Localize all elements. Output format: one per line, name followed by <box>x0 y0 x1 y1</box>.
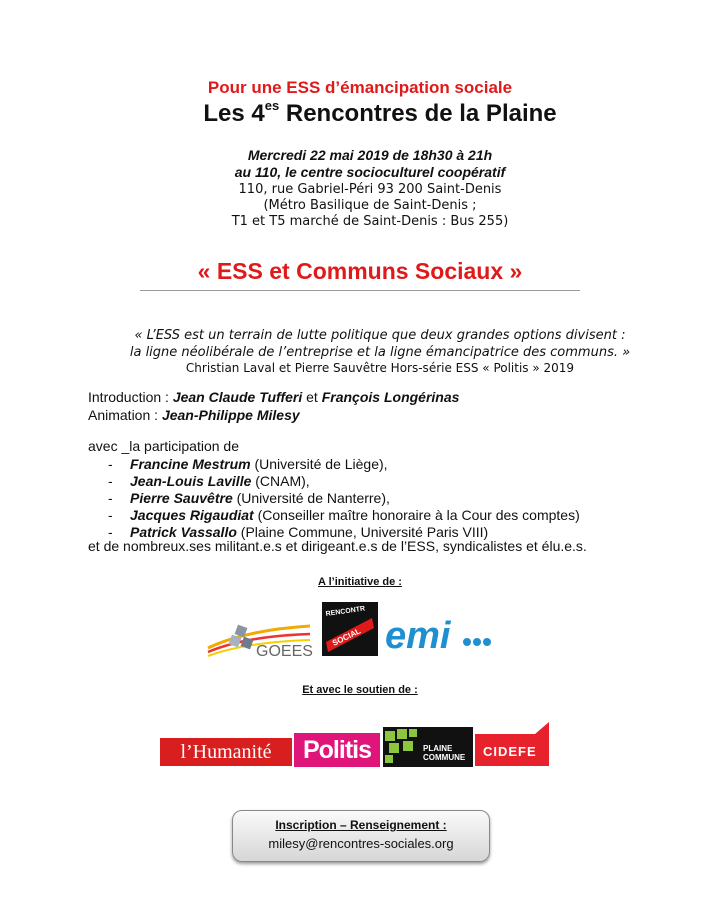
page-title <box>60 100 700 128</box>
event-address-line: T1 et T5 marché de Saint-Denis : Bus 255) <box>231 214 509 229</box>
title-superscript: es <box>264 98 280 113</box>
participant-affiliation: (CNAM), <box>251 473 310 489</box>
cidefe-logo <box>475 720 561 766</box>
plaine-commune-logo <box>383 727 473 767</box>
list-item <box>108 473 310 489</box>
cidefe-logo-text: CIDEFE <box>483 744 537 759</box>
event-address-line: (Métro Basilique de Saint-Denis ; <box>263 198 477 213</box>
commune-logo-text: COMMUNE <box>423 753 466 762</box>
participant-affiliation: (Conseiller maître honoraire à la Cour des comptes) <box>253 507 580 523</box>
contact-email[interactable]: milesy@rencontres-sociales.org <box>268 836 454 851</box>
participant-affiliation: (Université de Nanterre), <box>232 490 390 506</box>
list-item <box>108 507 580 523</box>
participation-intro: avec _la participation de <box>88 438 239 454</box>
quote-line: la ligne néolibérale de l’entreprise et la ligne émancipatrice des communs. » <box>129 345 631 360</box>
list-dash: - <box>108 490 113 506</box>
quote-line: « L’ESS est un terrain de lutte politique que deux grandes options divisent : <box>134 328 626 343</box>
participant-name: Jacques Rigaudiat <box>130 507 254 523</box>
participant-name: Pierre Sauvêtre <box>130 490 233 506</box>
list-dash: - <box>108 524 113 540</box>
tagline: Pour une ESS d’émancipation sociale <box>207 78 513 97</box>
contact-heading: Inscription – Renseignement : <box>275 818 447 832</box>
event-address-line: 110, rue Gabriel-Péri 93 200 Saint-Denis <box>238 182 502 197</box>
participant-name: Jean-Louis Laville <box>130 473 252 489</box>
participant-affiliation: (Plaine Commune, Université Paris VIII) <box>236 524 489 540</box>
goees-logo <box>206 612 316 662</box>
initiative-heading: A l’initiative de : <box>318 576 402 588</box>
goees-logo-text: GOEES <box>256 643 313 660</box>
event-venue: au 110, le centre socioculturel coopératif <box>234 164 506 180</box>
speaker-name: François Longérinas <box>321 389 460 405</box>
participant-affiliation: (Université de Liège), <box>250 456 388 472</box>
introduction-label: Introduction : <box>88 389 173 405</box>
emi-logo <box>385 612 495 656</box>
plaine-logo-text: PLAINE <box>423 744 453 753</box>
title-prefix: Les 4 <box>203 100 265 127</box>
divider <box>140 290 580 291</box>
list-dash: - <box>108 507 113 523</box>
rencontre-logo-text: RENCONTR <box>325 605 366 618</box>
support-heading: Et avec le soutien de : <box>302 684 418 696</box>
participant-name: Francine Mestrum <box>130 456 251 472</box>
list-item <box>108 456 388 472</box>
list-dash: - <box>108 456 113 472</box>
rencontre-sociale-logo <box>322 602 378 656</box>
list-dash: - <box>108 473 113 489</box>
introduction-line <box>88 389 459 405</box>
speaker-name: Jean-Philippe Milesy <box>161 407 300 423</box>
speaker-name: Jean Claude Tufferi <box>172 389 303 405</box>
animation-label: Animation : <box>88 407 162 423</box>
title-suffix: Rencontres de la Plaine <box>279 100 557 127</box>
humanite-logo: l’Humanité <box>160 738 292 766</box>
event-date: Mercredi 22 mai 2019 de 18h30 à 21h <box>247 147 493 163</box>
participant-name: Patrick Vassallo <box>130 524 237 540</box>
emi-logo-text: emi <box>385 615 451 656</box>
quote-source: Christian Laval et Pierre Sauvêtre Hors-série ESS « Politis » 2019 <box>185 361 575 375</box>
politis-logo: Politis <box>294 733 380 767</box>
theme-title: « ESS et Communs Sociaux » <box>197 258 523 284</box>
conjunction: et <box>302 389 322 405</box>
sociale-logo-text: SOCIAL <box>330 626 363 648</box>
list-item <box>108 490 390 506</box>
closing-line: et de nombreux.ses militant.e.s et dirigeant.e.s de l’ESS, syndicalistes et élu.e.s. <box>88 538 587 554</box>
animation-line <box>88 407 300 423</box>
